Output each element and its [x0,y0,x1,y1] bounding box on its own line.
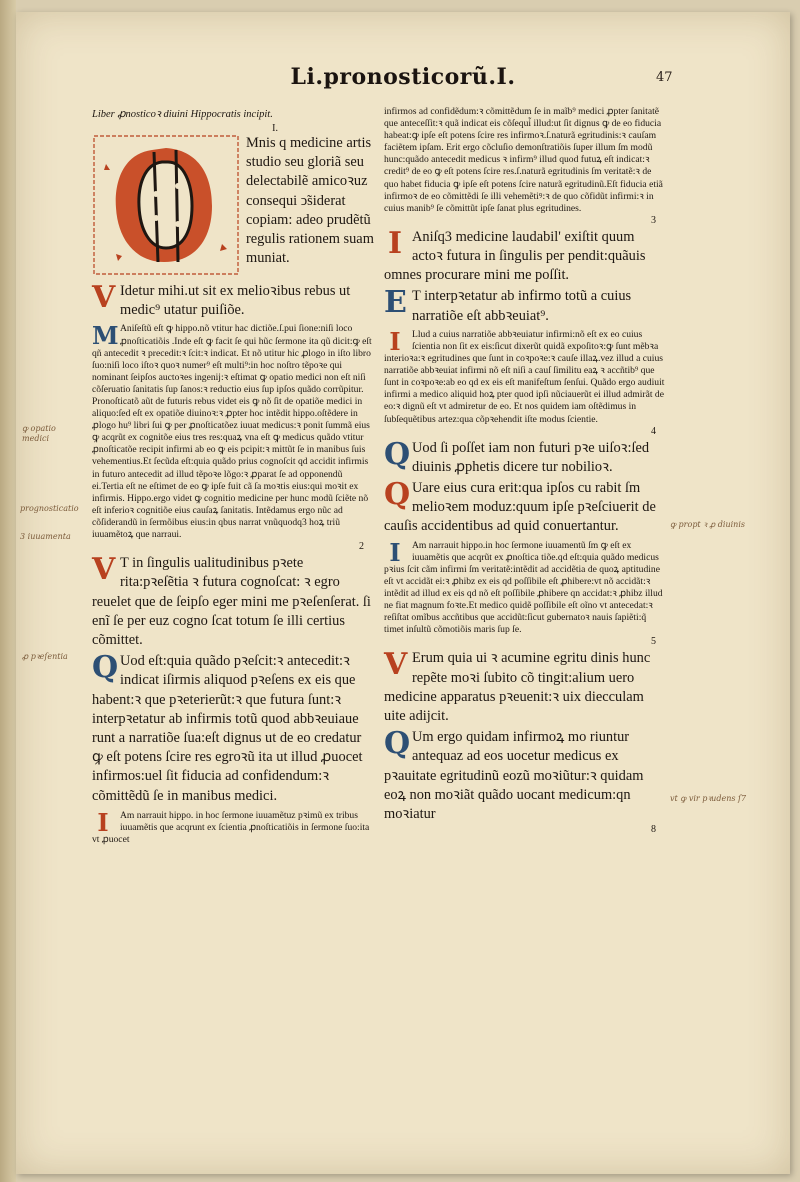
commentary-text: Aniſeſtũ eſt ꝙ hippo.nõ vtitur hac dictiõe.ſ.pui ſione:niſi loco ꝓnoſticatiõis .Inde eſt ꝙ facit ſe qui hũc ſermone ita qũ dicit:ꝙ eſt qñ antecedit ꝛ precedit:ꝛ ſcit:ꝛ indicat. Et nõ utitur hic ꝓlogo in iſto libro ſuo:niſi loco iſtoꝛ quoꝛ numer⁹ eſt multi⁹:in hoc noſtro tẽpoꝛe qui nominant ſeipſos auctoꝛes ingenij:ꝛ eſtimat ꝙ opatio medici non eſt niſi cõſeruatio ſanitatis ſup ſanos:ꝛ reductio eius ſup ipſos quãdo corrũpitur. Pronoſticatõ aũt de futuris rebus videt eis ꝙ nõ ſit de opatiõe medici in aliquo:ſed eſt ex opatiõe diuinoꝛ:ꝛ ꝓpter hoc intẽdit hippo.oſtẽdere in ꝓlogo hu⁹ libri ſui ꝙ per ꝓnoſticatõez iuuat medicus:ꝛ ponit ſummã eius ꝙ acqrũt ex cognitõe eius tres res:quaꝝ vna eſt ꝙ medicus quãdo vtitur ꝓnoſticatõe recipit infirmi ab eo ꝙ eis pcipit:ꝛ mittũt ſe in manibus ſuis vehementius.Et ſecũda eſt:quia quãdo prius cognoſcit qd accidit infirmis in futuro antecedit ad illud tẽpoꝛe lõgo:ꝛ ꝓparat ſe ad opponendũ ei.Tertia eſt ne eſtimet de eo ꝙ ipſe fuit cã ſa moꝛtis eius:qui moꝛit ex infirmis. Hippo.ergo videt ꝙ cognitio medicine per hunc modũ ſciẽte nõ eſt inferioꝛ cognitiõe eius cauſaꝝ ſanitatis. Intẽdamus ergo nũc ad cõſiderandũ in ſermõibus eius:in qbus narrat vnũquodq3 hoꝝ triũ iuuamẽtoꝝ que narraui. [92,323,372,540]
right-paragraph-7 [384,649,666,726]
paragraph-text: T in ſingulis ualitudinibus pꝛete rita:pꝛeſẽtia ꝛ futura cognoſcat: ꝛ egro reuelet que de ſeipſo eger mini me pꝛeſenſerat. ſi enĩ ſe per euz cogno ſcat totum ſe illi certius cõmittet. [92,555,371,648]
opening-text: Mnis q medicine artis studio seu gloriã seu delectabilẽ amicoꝛuz consequi ↄ̃siderat copiam: adeo prudẽtũ regulis rationem suam muniat. [246,135,374,267]
incipit-rubric: Liber ꝓnosticoꝛ diuini Hippocratis incipit. [92,109,273,120]
initial-capital-m: M [92,321,119,351]
decorated-initial-o-svg [92,134,240,276]
folio-number: 47 [656,70,673,85]
section-number: 4 [651,425,656,437]
paragraph-text: T interpꝛetatur ab infirmo totũ a cuius narratiõe eſt abbꝛeuiat⁹. [412,288,632,324]
left-paragraph-1 [92,282,374,320]
decorated-initial-o [92,134,240,276]
initial-capital-v: V [92,552,116,588]
left-paragraph-3 [92,554,374,650]
right-paragraph-2 [384,287,666,325]
paragraph-text: Erum quia ui ꝛ acumine egritu dinis hunc repẽte moꝛi ſubito cõ tingit:alium uero medicine apparatus pꝛeuenit:ꝛ uix diecculam uite adijcit. [384,650,651,724]
margin-note-left-4: ꝓ pꝛeſentia [22,652,68,661]
paragraph-text: Uod ſi poſſet iam non futuri pꝛe uiſoꝛ:ſed diuinis ꝓphetis dicere tur nobilioꝛ. [412,439,650,475]
initial-capital-i: I [389,537,401,567]
initial-capital-i: I [387,225,403,261]
section-number: 2 [359,541,364,553]
right-paragraph-8 [384,728,666,824]
commentary-text: Am narrauit hippo. in hoc ſermone iuuamẽtuz pꝛimũ ex tribus iuuamẽtis que acqrunt ex ſcientia ꝓnoſticatiõis in ſermone ſuo:ita vt ꝓuocet [92,809,370,845]
paragraph-text: Uod eſt:quia quãdo pꝛeſcit:ꝛ antecedit:ꝛ indicat iſirmis aliquod pꝛeſens ex eis que habent:ꝛ que pꝛeterierũt:ꝛ que futura ſunt:ꝛ interpꝛetatur ab infirmis totũ quod abbꝛeuiaue runt a narratiõe ſua:eſt dignus ut de eo credatur ꝙ eſt potens ſcire res egroꝛũ ita ut illud ꝓuocet infirmos:uel ſit fiducia ad confidendum:ꝛ cõmittẽdũ ſe in manibus medici. [92,653,363,804]
running-head: Li.pronosticorũ.I. [290,64,516,90]
initial-capital-e: E [384,285,407,321]
section-number: 8 [651,824,656,836]
initial-capital-i: I [389,326,401,356]
paragraph-text: Um ergo quidam infirmoꝝ mo riuntur antequaz ad eos uocetur medicus ex pꝛauitate egritudinũ eozũ moꝛiũtur:ꝛ quidam eoꝝ non moꝛiãt quãdo uocant medicum:qn moꝛiatur [384,729,644,822]
initial-capital-i: I [97,807,109,837]
initial-capital-q: Q [384,477,411,513]
initial-capital-q: Q [384,726,411,762]
commentary-text: Llud a cuius narratiõe abbꝛeuiatur infirmi:nõ eſt ex eo cuius ſcientia non ſit ex eis:ſicut dixerũt quidã expoſitoꝛ:ꝙ ſunt mẽbꝛa interioꝛa:ꝛ egritudines que ſunt in coꝛpoꝛe:ꝛ cauſe illaꝝ.vez illud a cuius narratiõe abbꝛeuiat infirmi nõ eſt niſi a cauſ ſimilitu eaꝝ ꝛ accñtib⁹ que ſunt in coꝛpoꝛe:ab eo qd ex eis eſt manifeſtum ſenſui. Quãdo ergo audiuit infirmi a medico aliquid hoꝝ pter quod ipſi nũciauerũt ei illud admirãt de eo:ꝛ dignũ eſt vt admiretur de eo. Et nos quidem iam oſtẽdimus in ſubſequẽtibus artez:qua cõpꝛehendit iſte modus ſcientie. [384,328,665,425]
margin-note-right-1: ꝙ propt ꝛ ꝓ diuinis [670,520,745,529]
margin-note-left-3: 3 iuuamenta [20,532,71,541]
paragraph-text: Aniſq3 medicine laudabil' exiſtit quum actoꝛ futura in ſingulis per pendit:quãuis omnes procurare mini me poſſit. [384,228,646,284]
commentary-text: infirmos ad confidẽdum:ꝛ cõmittẽdum ſe in maĩb⁹ medici ꝓpter ſanitatẽ que anteceſſit:ꝛ quã indicat eis cõſequi̇̃ illud:ut ſit dignus ꝙ de eo fiducia habeat:ꝙ ipſe eſt potens ſcire res infirmoꝛ.ſ.naturã egritudinis:ꝛ cauſam faciẽtem ipſam. Erit ergo cõcluſio demonſtratiõis ſuper illum ſm modũ hunc:quãdo antecedit medicus ꝛ infirm⁹ illud quod futuꝝ eſt indicat:ꝛ credit⁹ de eo ꝙ eſt potens ſcire res.ſ.naturã egritudinis ſm veritatẽ:ꝛ de quo habet fiducia ꝙ ipſe eſt potens ſcire naturã egritudinũ.Eſt fiducia etiã infirmoꝛ de eo cõmittẽdi ſe illi vehemẽtiꝰ:ꝛ de quo cõfidũt infirmi:ꝛ in cuius manib⁹ ſe cõmittũt ipſe ſanat plus egritudines. [384,106,663,214]
left-paragraph-2 [92,323,374,541]
chapter-number: I. [272,123,278,134]
commentary-text: Am narrauit hippo.in hoc ſermone iuuamentũ ſm ꝙ eſt ex iuuamẽtis que acqrũt ex ꝓnoſtica tiõe.qd eſt:quia quãdo medicus pꝛius ſcit cãm infirmi ſm veritatẽ:intẽdit ad accidẽtia de quoꝝ aptitudine eſt vt accidãt ei:ꝛ ꝓhibz ex eis qd poſſibile eſt ꝓhibere:vt nõ accidãt:ꝛ intẽdit ad illud ex eis qd nõ eſt poſſibile ꝓhibere qn accidat:ꝛ ꝓhibz illud ne fiat magnum foꝛte.Et medico quidẽ poſſibile eſt oĩno vt antecedat:ꝛ reſiſtat omĩbus accñtibus que accidũt:ſicut gubernatoꝛ nauis ſapiẽti:q̃ timet inſultũ cõmotiõis maris ſup ſe. [384,539,663,636]
section-number: 5 [651,636,656,648]
right-paragraph-4 [384,436,666,477]
margin-note-left-2: prognosticatio [20,504,79,513]
section-number: 3 [651,214,656,226]
initial-capital-q: Q [384,436,411,472]
initial-capital-v: V [384,647,408,683]
right-paragraph-5 [384,479,666,537]
margin-note-right-2: vt ꝙ vir pꝛudens ſ7 [670,794,747,803]
left-column [92,108,374,846]
right-paragraph-3 [384,326,666,426]
left-paragraph-4 [92,652,374,806]
paragraph-text: Idetur mihi.ut sit ex melioꝛibus rebus ut medic⁹ utatur puiſiõe. [120,283,351,319]
paragraph-text: Uare eius cura erit:qua ipſos cu rabit ſm melioꝛem moduz:quum ipſe pꝛeſciuerit de cauſis accidentibus ad quid conuertantur. [384,480,656,535]
right-paragraph-6 [384,537,666,637]
right-paragraph-1 [384,225,666,286]
margin-note-left-1: ꝙ opatio medici [22,424,56,443]
initial-capital-v: V [92,280,116,315]
book-page [16,12,790,1174]
book-spine-edge [0,0,16,1182]
right-column [384,106,666,835]
initial-capital-q: Q [92,650,119,686]
left-paragraph-5 [92,807,374,846]
svg-text:✠: ✠ [204,240,216,256]
